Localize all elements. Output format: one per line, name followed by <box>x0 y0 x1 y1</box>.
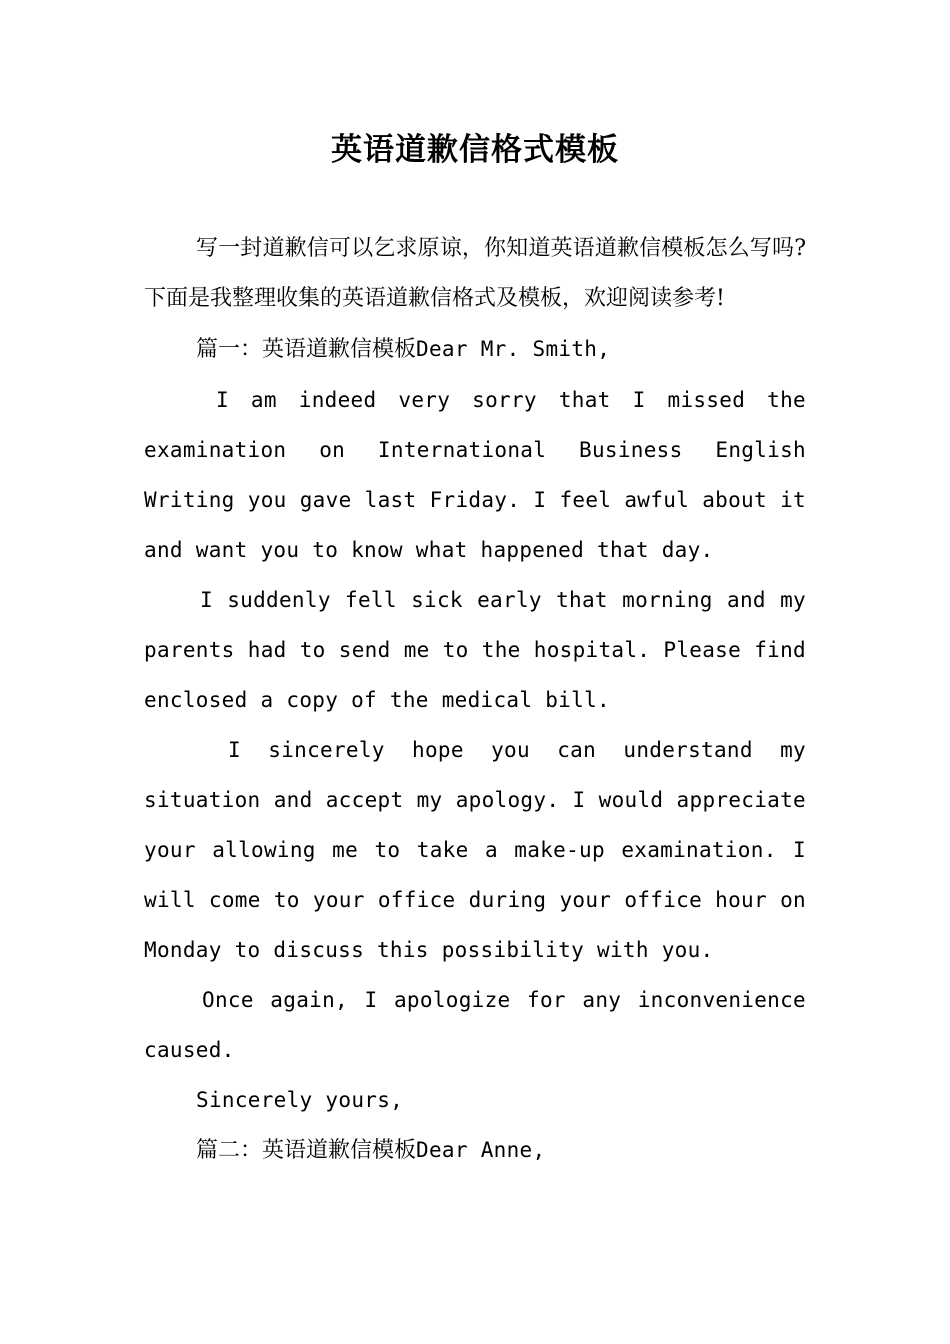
letter1-paragraph-1: I am indeed very sorry that I missed the examination on International Business English Writing you gave last Friday. I feel awful about it and want you to know what happened that day. <box>144 388 806 562</box>
intro-paragraph: 写一封道歉信可以乞求原谅，你知道英语道歉信模板怎么写吗?下面是我整理收集的英语道歉信格式及模板，欢迎阅读参考! <box>144 236 806 311</box>
section1-heading-line <box>144 324 806 375</box>
letter1-closing: Sincerely yours, <box>196 1088 404 1112</box>
letter1-paragraph-3: I sincerely hope you can understand my situation and accept my apology. I would appreciate your allowing me to take a make-up examination. I will come to your office during your office hour on Monday to discuss this possibility with you. <box>144 738 806 962</box>
document-body <box>144 224 806 1176</box>
page-title: 英语道歉信格式模板 <box>331 132 619 168</box>
section1-salutation: Dear Mr. Smith, <box>416 337 611 361</box>
section2-salutation: Dear Anne, <box>416 1138 546 1162</box>
section2-heading-line <box>144 1125 806 1176</box>
section2-heading: 篇二：英语道歉信模板 <box>196 1138 417 1163</box>
letter1-paragraph-4: Once again, I apologize for any inconvenience caused. <box>144 988 806 1062</box>
section1-heading: 篇一：英语道歉信模板 <box>196 337 417 362</box>
letter1-paragraph-2: I suddenly fell sick early that morning and my parents had to send me to the hospital. Please find enclosed a copy of the medical bill. <box>144 588 806 712</box>
